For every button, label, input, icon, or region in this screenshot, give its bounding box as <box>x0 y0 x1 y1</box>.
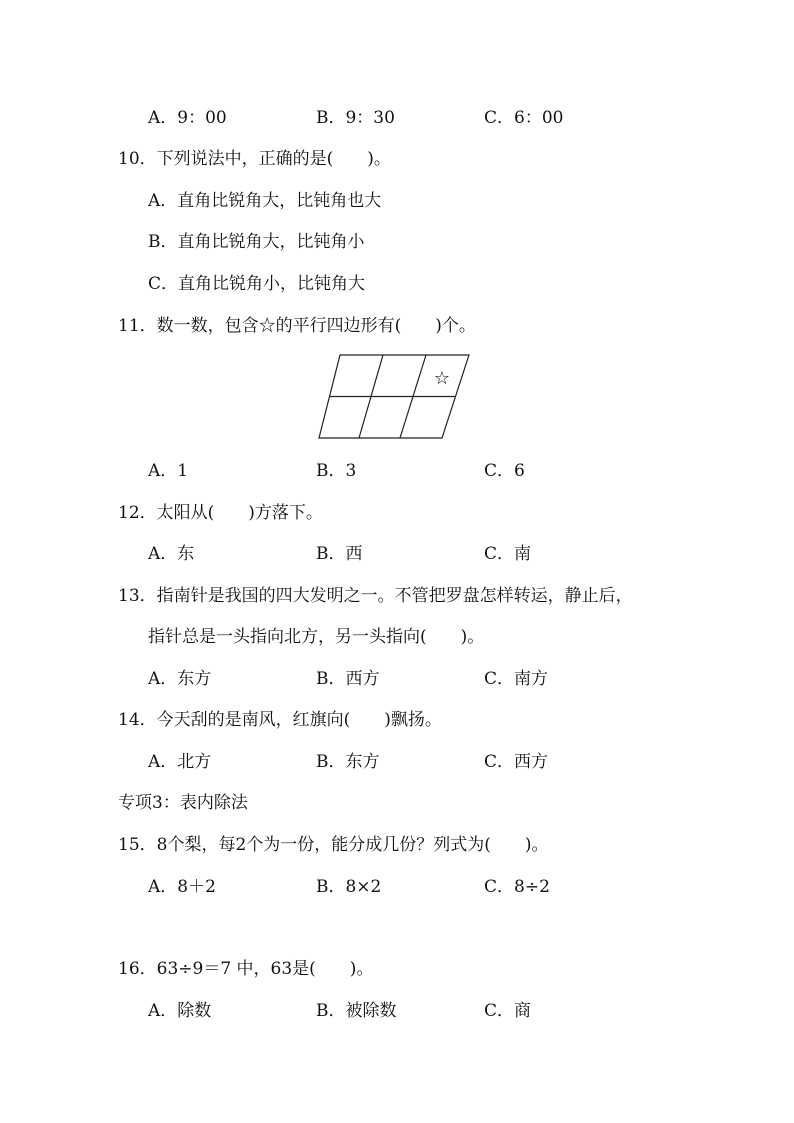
q11-option-a: A．1 <box>148 461 189 481</box>
q10-option-b: B．直角比锐角大，比钝角小 <box>148 232 365 252</box>
question-10: 10．下列说法中，正确的是( )。 <box>118 149 391 169</box>
q13-option-c: C．南方 <box>484 669 549 689</box>
q16-option-c: C．商 <box>484 1001 532 1021</box>
q11-option-b: B．3 <box>316 461 357 481</box>
q15-option-b: B．8×2 <box>316 877 382 897</box>
q14-option-c: C．西方 <box>484 752 549 772</box>
q13-option-a: A．东方 <box>148 669 212 689</box>
question-13: 13．指南针是我国的四大发明之一。不管把罗盘怎样转运，静止后， <box>118 586 633 606</box>
section-heading: 专项3：表内除法 <box>118 793 248 813</box>
q10-option-a: A．直角比锐角大，比钝角也大 <box>148 191 382 211</box>
star-icon: ☆ <box>433 368 451 389</box>
question-12: 12．太阳从( )方落下。 <box>118 503 323 523</box>
q9-option-b: B．9：30 <box>316 108 395 128</box>
q9-option-a: A．9：00 <box>148 108 227 128</box>
q15-option-c: C．8÷2 <box>484 877 550 897</box>
q16-option-b: B．被除数 <box>316 1001 397 1021</box>
q12-option-a: A．东 <box>148 544 195 564</box>
question-11: 11．数一数，包含☆的平行四边形有( )个。 <box>118 316 476 336</box>
q10-option-c: C．直角比锐角小，比钝角大 <box>148 274 366 294</box>
parallelogram-figure <box>316 352 476 442</box>
q12-option-c: C．南 <box>484 544 532 564</box>
q11-option-c: C．6 <box>484 461 525 481</box>
question-13-continued: 指针总是一头指向北方，另一头指向( )。 <box>148 627 485 647</box>
q16-option-a: A．除数 <box>148 1001 212 1021</box>
question-15: 15．8个梨，每2个为一份，能分成几份？列式为( )。 <box>118 835 549 855</box>
question-16: 16．63÷9＝7 中，63是( )。 <box>118 959 374 979</box>
q9-option-c: C．6：00 <box>484 108 564 128</box>
q14-option-a: A．北方 <box>148 752 212 772</box>
q12-option-b: B．西 <box>316 544 363 564</box>
q15-option-a: A．8＋2 <box>148 877 216 897</box>
q13-option-b: B．西方 <box>316 669 380 689</box>
q14-option-b: B．东方 <box>316 752 380 772</box>
question-14: 14．今天刮的是南风，红旗向( )飘扬。 <box>118 710 442 730</box>
